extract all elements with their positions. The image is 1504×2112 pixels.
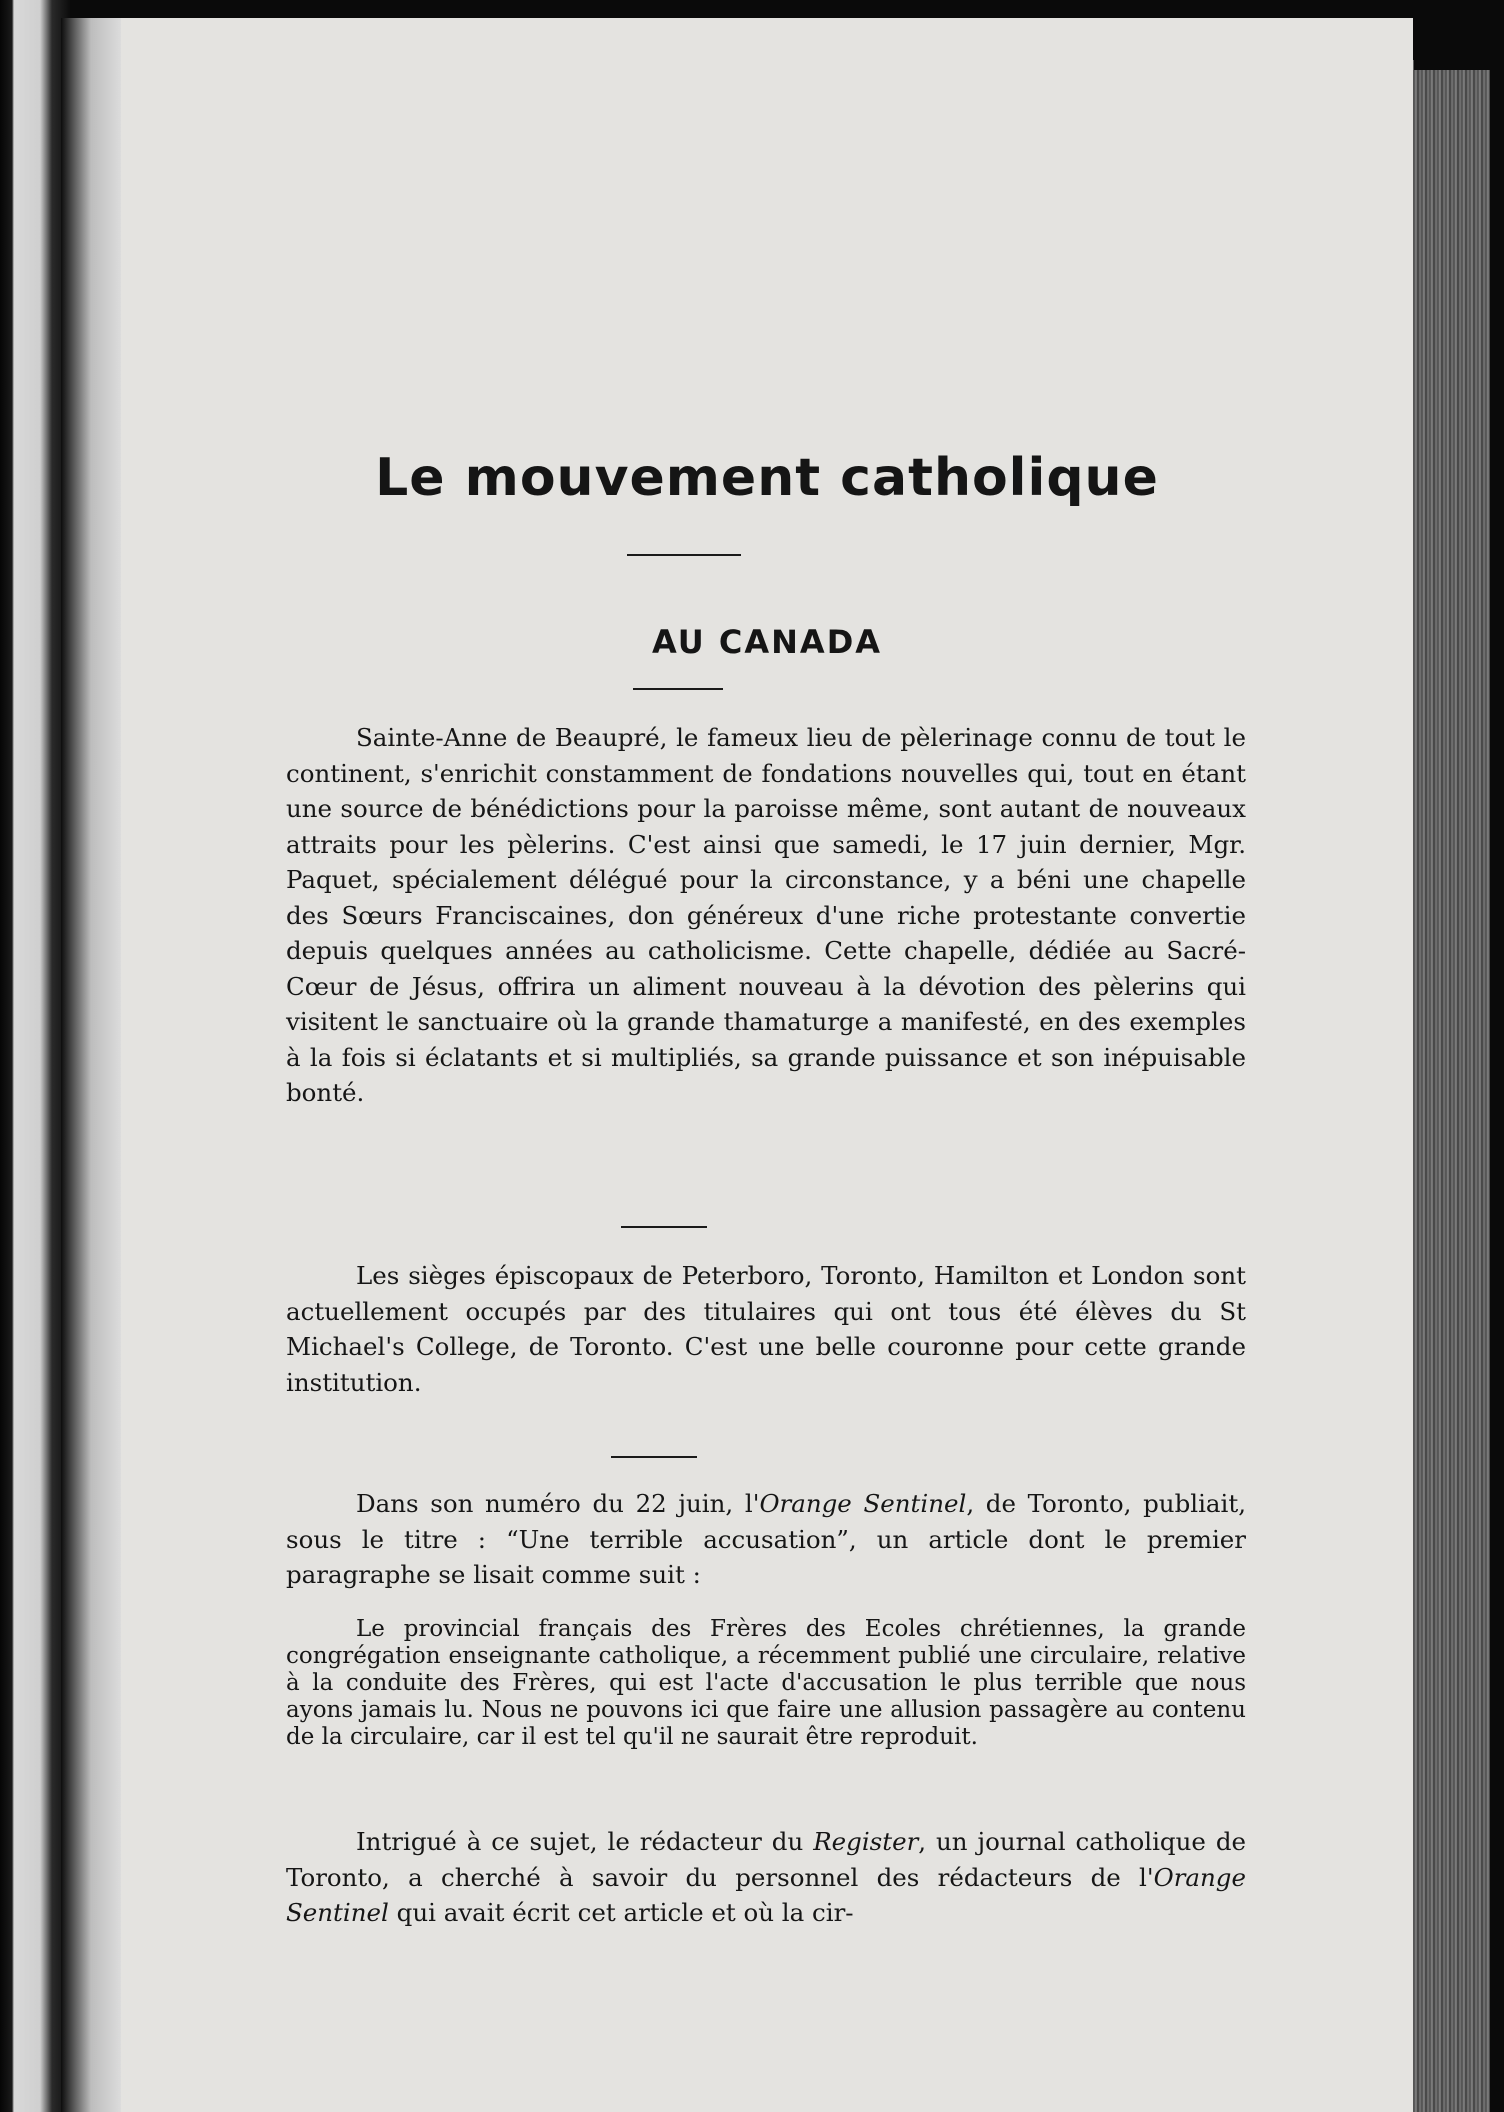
paragraph-text: Dans son numéro du 22 juin, l' (356, 1489, 760, 1518)
separator-rule-1 (621, 1226, 707, 1228)
newspaper-title: Orange Sentinel (286, 1862, 1246, 1927)
paragraph-text: qui avait écrit cet article et où la cir- (388, 1898, 854, 1927)
heading-rule (633, 688, 723, 690)
paragraph-text: Intrigué à ce sujet, le rédacteur du (356, 1827, 814, 1856)
paragraph-sainte-anne: Sainte-Anne de Beaupré, le fameux lieu de pèlerinage connu de tout le continent, s'enrichit constamment de fondations nouvelles qui, tout en étant une source de bénédictions pour la paroisse même, sont autant de nouveaux attraits pour les pèlerins. C'est ainsi que samedi, le 17 juin dernier, Mgr. Paquet, spécialement délégué pour la circonstance, y a béni une chapelle des Sœurs Franciscaines, don généreux d'une riche protestante convertie depuis quelques années au catholicisme. Cette chapelle, dédiée au Sacré-Cœur de Jésus, offrira un aliment nouveau à la dévotion des pèlerins qui visitent le sanctuaire où la grande thamaturge a manifesté, en des exemples à la fois si éclatants et si multipliés, sa grande puissance et son inépuisable bonté. (286, 723, 1246, 1107)
paragraph-text: , un journal catholique de Toronto, a cherché à savoir du personnel des rédacteurs de l' (286, 1827, 1246, 1892)
quoted-paragraph: Le provincial français des Frères des Ecoles chrétiennes, la grande congrégation enseignante catholique, a récemment publié une circulaire, relative à la conduite des Frères, qui est l'acte d'accusation le plus terrible que nous ayons jamais lu. Nous ne pouvons ici que faire une allusion passagère au contenu de la circulaire, car il est tel qu'il ne saurait être reproduit. (286, 1616, 1246, 1750)
left-page-edge (0, 0, 70, 2112)
page (118, 18, 1413, 2112)
article-title: Le mouvement catholique (375, 448, 1159, 508)
section-heading: AU CANADA (651, 623, 883, 661)
paragraph-register (286, 1824, 1246, 1931)
paragraph-text: , de Toronto, publiait, sous le titre : “Une terrible accusation”, un article dont le premier paragraphe se lisait comme suit : (286, 1489, 1246, 1589)
book-page-edges (1410, 70, 1490, 2112)
paragraph-sieges: Les sièges épiscopaux de Peterboro, Toronto, Hamilton et London sont actuellement occupés par des titulaires qui ont tous été élèves du St Michael's College, de Toronto. C'est une belle couronne pour cette grande institution. (286, 1261, 1246, 1397)
page-gutter (61, 18, 121, 2112)
paragraph-orange-sentinel (286, 1486, 1246, 1593)
newspaper-title: Orange Sentinel (759, 1489, 967, 1518)
newspaper-title: Register (813, 1827, 919, 1856)
title-rule (627, 554, 741, 556)
separator-rule-2 (611, 1456, 697, 1458)
